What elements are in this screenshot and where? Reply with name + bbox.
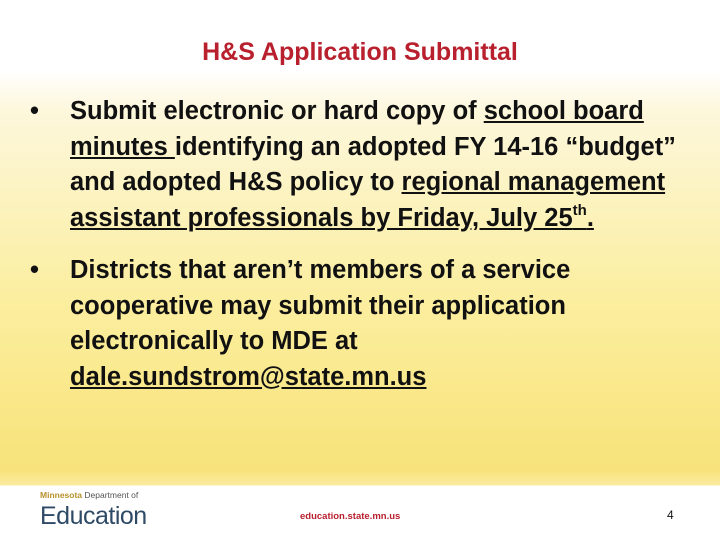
logo-department-line xyxy=(40,490,160,500)
bullet-dot: • xyxy=(30,97,39,125)
bullet-item-non-member-districts xyxy=(28,253,698,395)
slide-title: H&S Application Submittal xyxy=(202,38,518,66)
email-link[interactable]: dale.sundstrom@state.mn.us xyxy=(70,362,427,391)
bullet-list xyxy=(28,94,698,395)
bullet1-underlined-text: regional management assistant professionals by Friday, July 25 xyxy=(70,168,666,232)
school-board-minutes-link[interactable]: school board minutes xyxy=(70,97,644,161)
mde-logo xyxy=(40,490,160,534)
bullet-dot: • xyxy=(30,256,39,284)
logo-minnesota: Minnesota xyxy=(40,490,83,500)
bullet-item-school-board-minutes xyxy=(28,94,698,236)
bullet1-text-middle: identifying an adopted FY 14-16 “budget” and adopted H&S policy to xyxy=(70,132,676,196)
logo-education: Education xyxy=(40,502,147,530)
page-number: 4 xyxy=(667,508,674,522)
date-superscript: th xyxy=(572,201,587,219)
bullet2-text-before: Districts that aren’t members of a service cooperative may submit their application electronically to MDE at xyxy=(70,256,571,355)
bullet1-text-before: Submit electronic or hard copy of xyxy=(70,97,484,125)
logo-department: Department of xyxy=(82,490,139,500)
footer xyxy=(0,486,720,540)
bullet1-text-end: . xyxy=(586,203,594,232)
footer-url: education.state.mn.us xyxy=(300,511,401,522)
